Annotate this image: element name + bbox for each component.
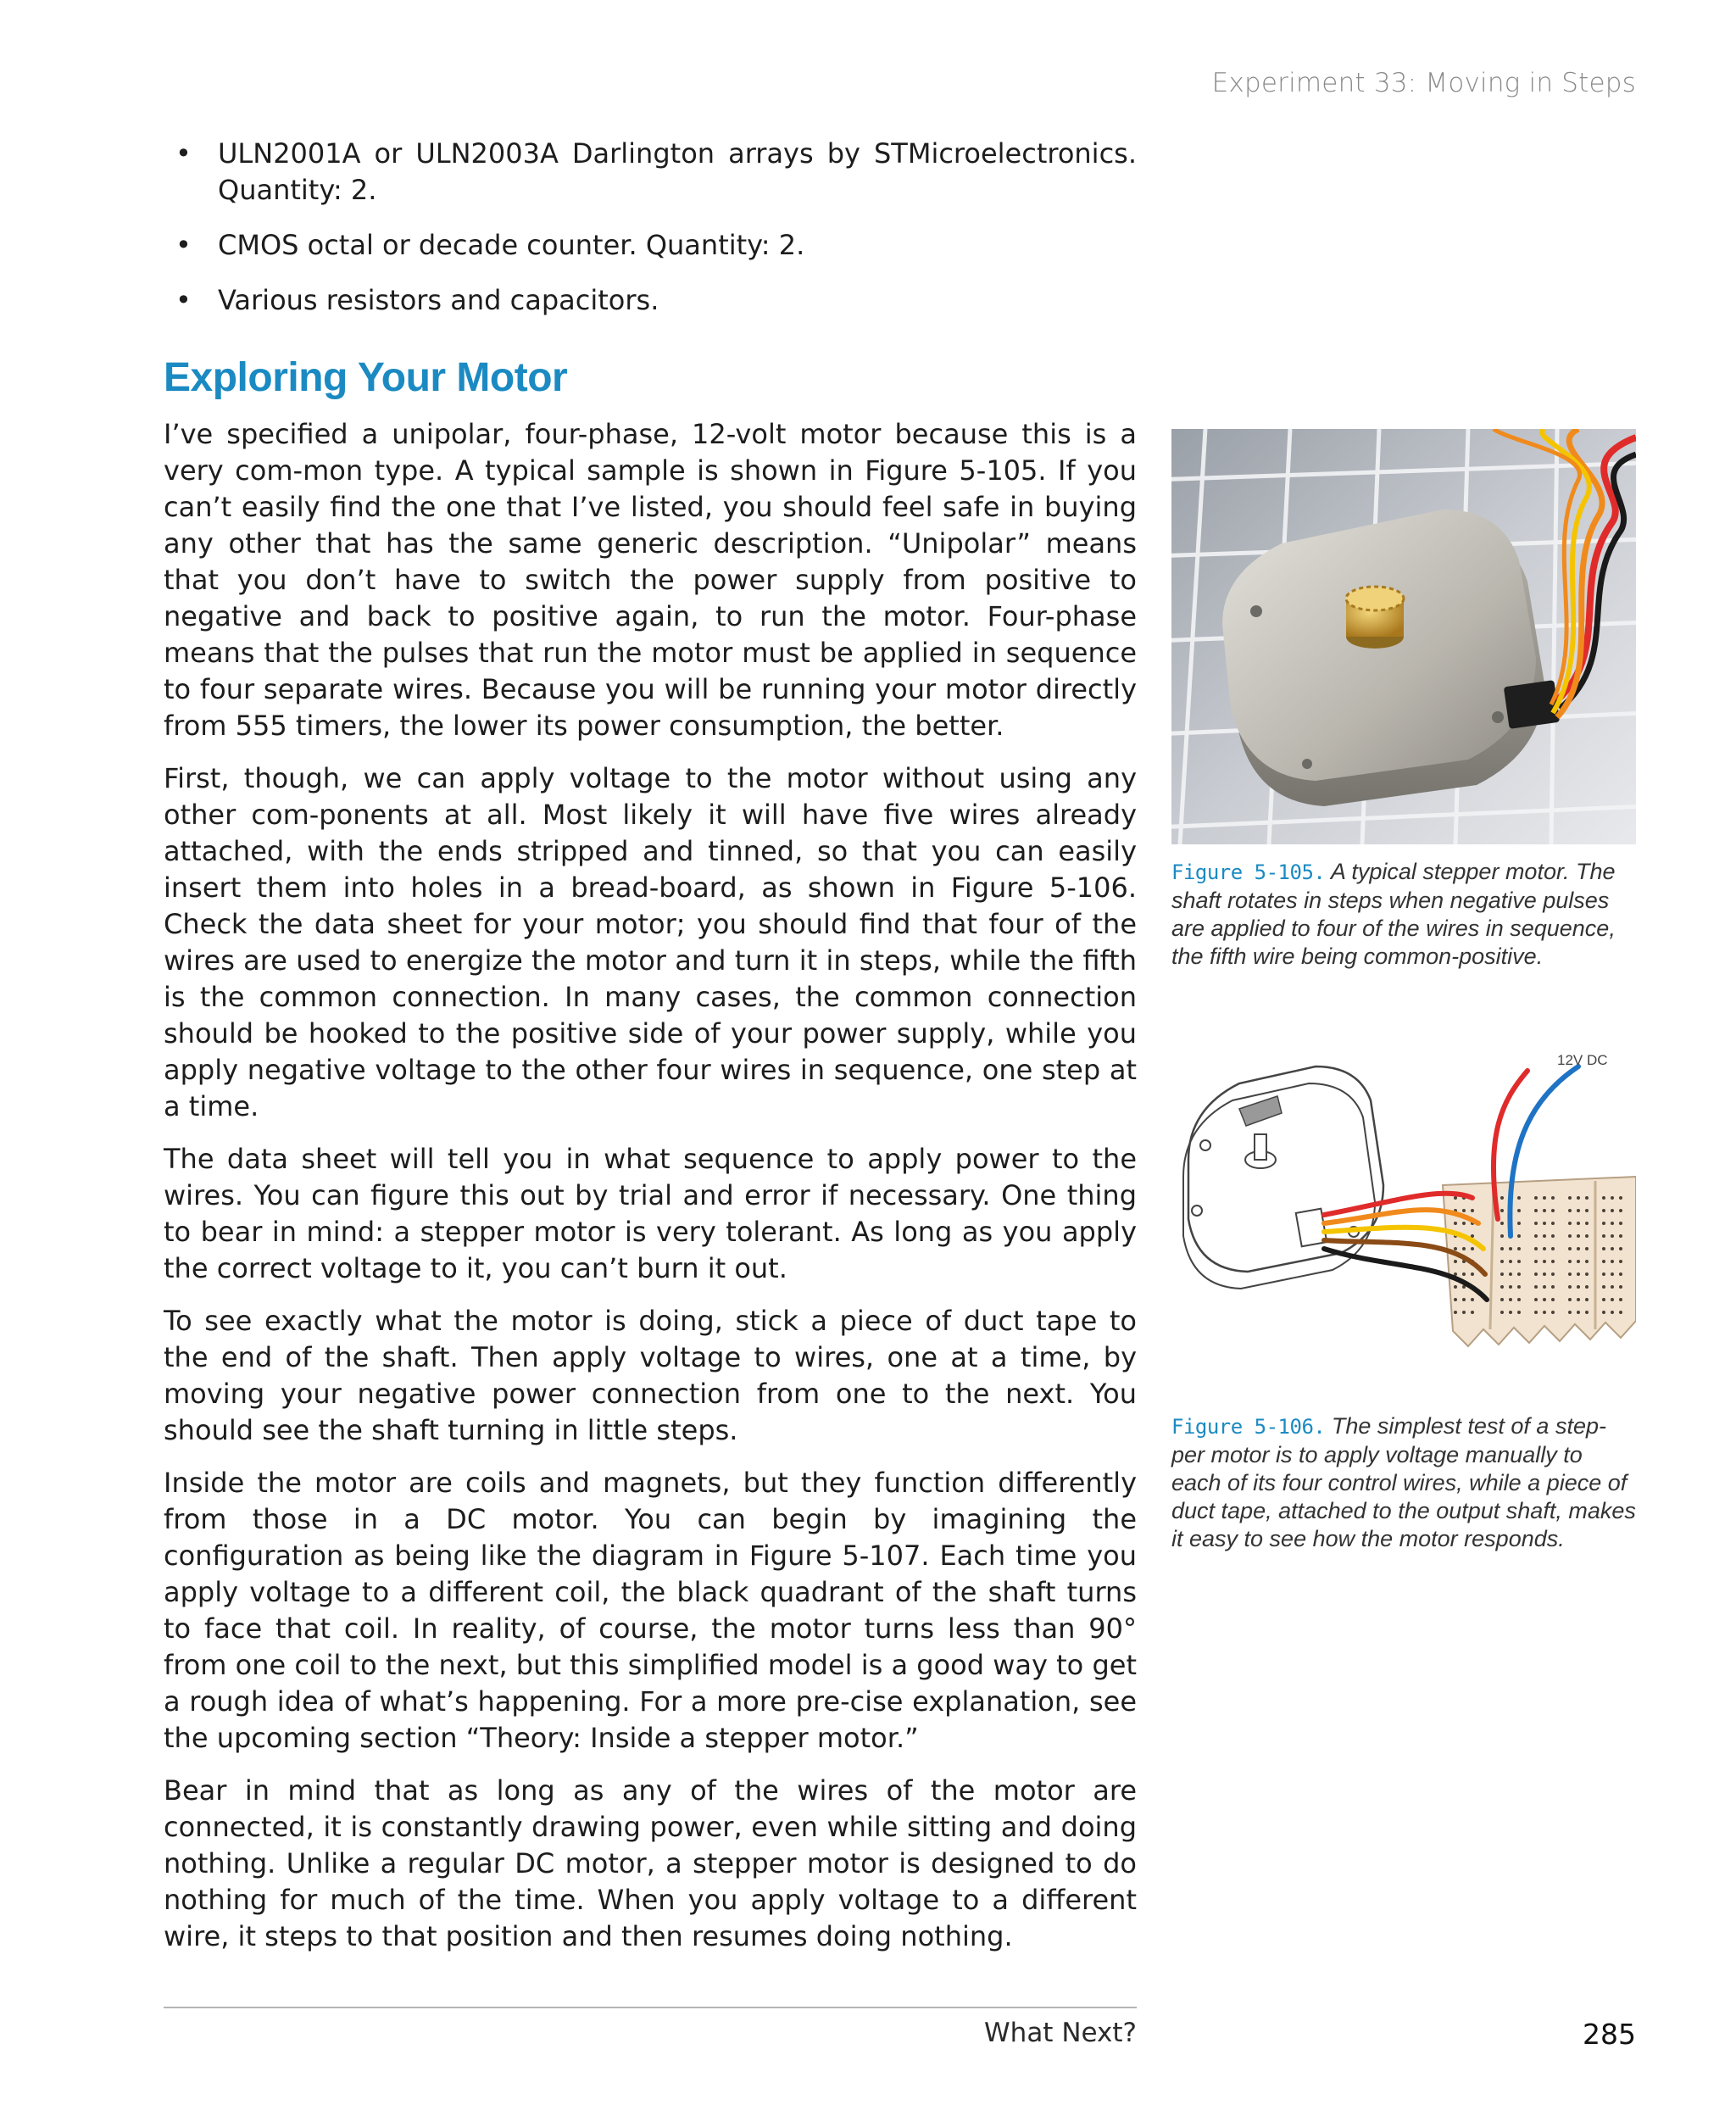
main-column	[164, 136, 1137, 1971]
figure-caption	[1171, 858, 1638, 971]
power-label: 12V DC	[1557, 1052, 1608, 1068]
body-paragraph: I’ve specified a unipolar, four-phase, 12-volt motor because this is a very com-mon type. A typical sample is shown in Figure 5-105. If you can’t easily find the one that I’ve listed, you should feel safe in buying any other that has the same generic description. “Unipolar” means that you don’t have to switch the power supply from positive to negative and back to positive again, to run the motor. Four-phase means that the pulses that run the motor must be applied in sequence to four separate wires. Because you will be running your motor directly from 555 timers, the lower its power consumption, the better.	[164, 418, 1137, 742]
figure-stepper-motor-photo	[1171, 429, 1636, 844]
figure-caption-text: The simplest test of a step-per motor is to apply voltage manually to each of its four control wires, while a piece of duct tape, attached to the output shaft, makes it easy to see how the motor responds.	[1171, 1413, 1636, 1551]
list-item-text: Various resistors and capacitors.	[218, 284, 659, 316]
motor-breadboard-diagram-icon	[1171, 1050, 1636, 1406]
figure-motor-breadboard-diagram	[1171, 1050, 1636, 1406]
figure-caption	[1171, 1412, 1638, 1553]
stepper-motor-photo-icon	[1171, 429, 1636, 844]
body-paragraph: Bear in mind that as long as any of the wires of the motor are connected, it is constantly drawing power, even while sitting and doing nothing. Unlike a regular DC motor, a stepper motor is designed to do nothing for much of the time. When you apply voltage to a different wire, it steps to that position and then resumes doing nothing.	[164, 1774, 1137, 1952]
running-head: Experiment 33: Moving in Steps	[1211, 68, 1636, 98]
list-item	[164, 227, 1137, 264]
figure-label: Figure 5-106.	[1171, 1415, 1326, 1439]
bullet-icon: •	[175, 229, 192, 261]
body-paragraph: To see exactly what the motor is doing, stick a piece of duct tape to the end of the shaft. Then apply voltage to wires, one at a time, by moving your negative power connection from one to the next. You should see the shaft turning in little steps.	[164, 1305, 1137, 1446]
list-item	[164, 282, 1137, 319]
list-item-text: CMOS octal or decade counter. Quantity: 2.	[218, 229, 805, 261]
section-title: Exploring Your Motor	[164, 355, 568, 400]
list-item-text: ULN2001A or ULN2003A Darlington arrays by STMicroelectronics. Quantity: 2.	[218, 137, 1137, 206]
body-paragraph: First, though, we can apply voltage to the motor without using any other com-ponents at all. Most likely it will have five wires already attached, with the ends stripped and tinned, so that you can easily insert them into holes in a bread-board, as shown in Figure 5-106. Check the data sheet for your motor; you should find that four of the wires are used to energize the motor and turn it in steps, while the fifth is the common connection. In many cases, the common connection should be hooked to the positive side of your power supply, while you apply negative voltage to the other four wires in sequence, one step at a time.	[164, 762, 1137, 1122]
list-item	[164, 136, 1137, 209]
body-paragraph: Inside the motor are coils and magnets, but they function differently from those in a DC motor. You can begin by imagining the configuration as being like the diagram in Figure 5-107. Each time you apply voltage to a different coil, the black quadrant of the shaft turns to face that coil. In reality, of course, the motor turns less than 90° from one coil to the next, but this simplified model is a good way to get a rough idea of what’s happening. For a more pre-cise explanation, see the upcoming section “Theory: Inside a stepper motor.”	[164, 1467, 1137, 1754]
body-paragraph: The data sheet will tell you in what sequence to apply power to the wires. You can figure this out by trial and error if necessary. One thing to bear in mind: a stepper motor is very tolerant. As long as you apply the correct voltage to it, you can’t burn it out.	[164, 1143, 1137, 1284]
figure-caption-text: A typical stepper motor. The shaft rotates in steps when negative pulses are applied to four of the wires in sequence, the fifth wire being common-positive.	[1171, 859, 1616, 969]
footer-divider	[164, 2007, 1137, 2008]
bullet-icon: •	[175, 137, 192, 170]
figure-label: Figure 5-105.	[1171, 860, 1326, 884]
page-number: 285	[1583, 2018, 1636, 2051]
parts-list	[164, 136, 1137, 319]
bullet-icon: •	[175, 284, 192, 316]
footer-chapter: What Next?	[984, 2018, 1137, 2048]
